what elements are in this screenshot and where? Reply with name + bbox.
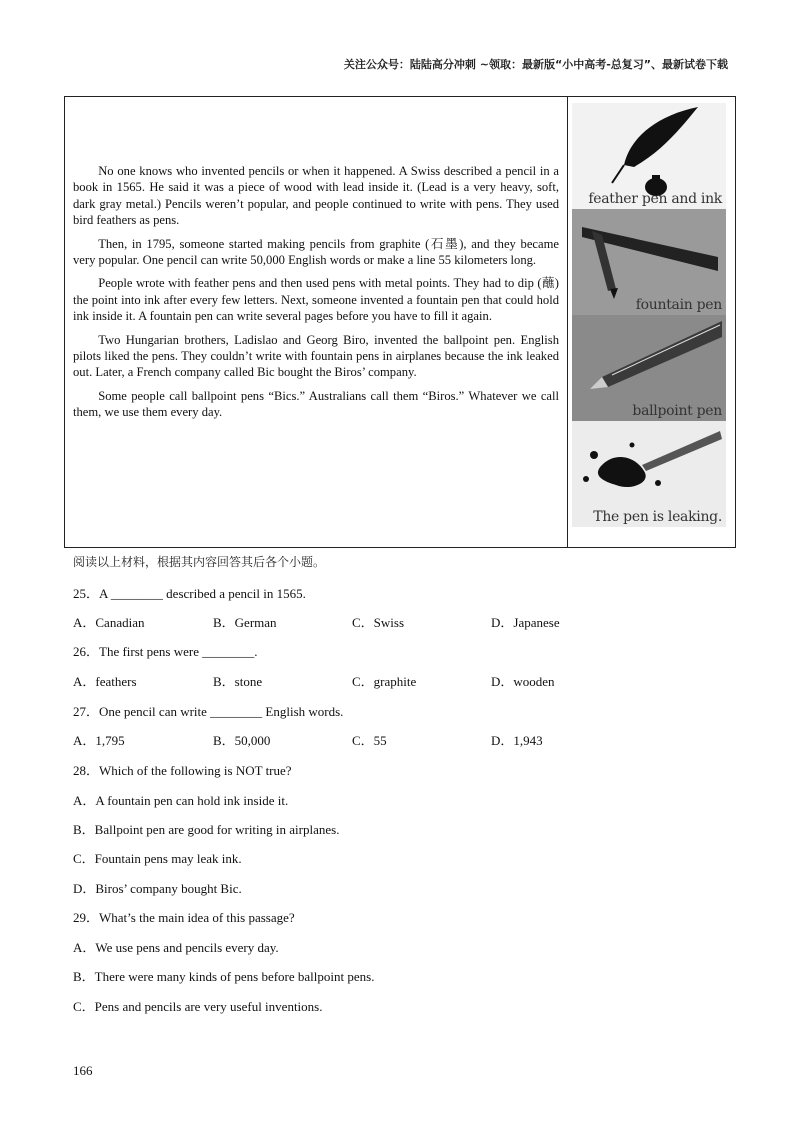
pen-illustrations bbox=[572, 103, 726, 527]
option-c: C．Swiss bbox=[352, 615, 405, 630]
feather-pen-picture bbox=[572, 103, 726, 209]
option-b: B．50,000 bbox=[213, 733, 271, 748]
question-28-option-a: A．A fountain pen can hold ink inside it. bbox=[73, 793, 289, 808]
page-header: 关注公众号：陆陆高分冲刺 ~领取：最新版“小中高考-总复习”、最新试卷下载 bbox=[343, 58, 728, 71]
leaking-pen-picture bbox=[572, 421, 726, 527]
question-25: 25．A ________ described a pencil in 1565. bbox=[73, 586, 306, 601]
option-d: D．1,943 bbox=[491, 733, 543, 748]
question-28: 28．Which of the following is NOT true? bbox=[73, 763, 292, 778]
option-b: B．stone bbox=[213, 674, 263, 689]
caption-leaking-pen: The pen is leaking. bbox=[593, 509, 722, 525]
option-a: A．feathers bbox=[73, 674, 137, 689]
passage-paragraph-4: Two Hungarian brothers, Ladislao and Georg Biro, invented the ballpoint pen. English pilots liked the pens. They couldn’t write with fountain pens in airplanes because the ink leaked out. Later, a French company called Bic bought the Biros’ company. bbox=[73, 332, 559, 380]
question-29-option-b: B．There were many kinds of pens before ballpoint pens. bbox=[73, 969, 375, 984]
question-29: 29．What’s the main idea of this passage? bbox=[73, 910, 295, 925]
option-a: A．Canadian bbox=[73, 615, 145, 630]
passage-paragraph-5: Some people call ballpoint pens “Bics.” Australians call them “Biros.” Whatever we call them, we use them every day. bbox=[73, 388, 559, 420]
passage-text bbox=[73, 163, 559, 428]
question-26: 26．The first pens were ________. bbox=[73, 644, 258, 659]
ballpoint-pen-picture bbox=[572, 315, 726, 421]
caption-fountain-pen: fountain pen bbox=[635, 297, 722, 313]
column-divider bbox=[567, 97, 568, 547]
passage-paragraph-3: People wrote with feather pens and then used pens with metal points. They had to dip (蘸) the point into ink after every few letters. Next, someone invented a fountain pen that could hold ink inside it. A fountain pen can write several pages before you have to fill it again. bbox=[73, 276, 559, 324]
question-29-option-a: A．We use pens and pencils every day. bbox=[73, 940, 279, 955]
question-28-option-b: B．Ballpoint pen are good for writing in airplanes. bbox=[73, 822, 340, 837]
option-d: D．Japanese bbox=[491, 615, 560, 630]
caption-feather-pen: feather pen and ink bbox=[588, 191, 722, 207]
question-27: 27．One pencil can write ________ English words. bbox=[73, 704, 344, 719]
page-number: 166 bbox=[73, 1063, 93, 1078]
option-c: C．55 bbox=[352, 733, 387, 748]
question-28-option-d: D．Biros’ company bought Bic. bbox=[73, 881, 242, 896]
option-d: D．wooden bbox=[491, 674, 555, 689]
option-b: B．German bbox=[213, 615, 277, 630]
question-28-option-c: C．Fountain pens may leak ink. bbox=[73, 851, 242, 866]
passage-paragraph-2: Then, in 1795, someone started making pencils from graphite (石墨), and they became very popular. One pencil can write 50,000 English words or make a line 55 kilometers long. bbox=[73, 236, 559, 268]
option-c: C．graphite bbox=[352, 674, 417, 689]
caption-ballpoint-pen: ballpoint pen bbox=[632, 403, 722, 419]
passage-paragraph-1: No one knows who invented pencils or when it happened. A Swiss described a pencil in a book in 1565. He said it was a piece of wood with lead inside it. (Lead is a very heavy, soft, dark gray metal.) Pencils weren’t popular, and people continued to write with pens. They used bird feathers as pens. bbox=[73, 164, 559, 228]
question-29-option-c: C．Pens and pencils are very useful inventions. bbox=[73, 999, 323, 1014]
fountain-pen-picture bbox=[572, 209, 726, 315]
passage-frame bbox=[64, 96, 736, 548]
option-a: A．1,795 bbox=[73, 733, 125, 748]
instruction-text: 阅读以上材料，根据其内容回答其后各个小题。 bbox=[73, 555, 326, 569]
